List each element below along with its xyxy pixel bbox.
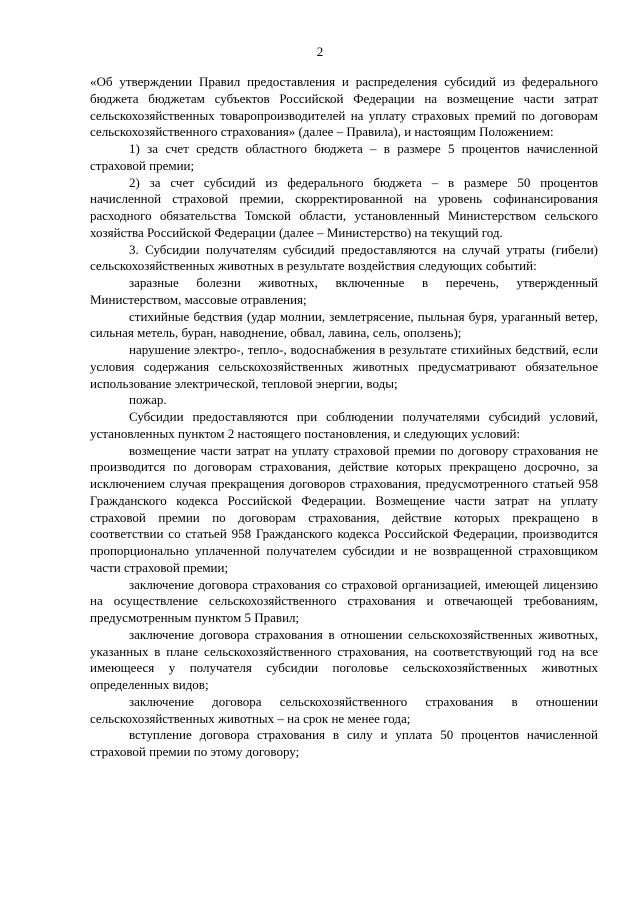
paragraph: заключение договора сельскохозяйственного страхования в отношении сельскохозяйственных животных – на срок не менее года; bbox=[90, 693, 598, 726]
document-body bbox=[90, 74, 598, 761]
paragraph: возмещение части затрат на уплату страховой премии по договору страхования не производится по договорам страхования, действие которых прекращено досрочно, за исключением случая прекращения договоров страхования, предусмотренного статьей 958 Гражданского кодекса Российской Федерации. Возмещение части затрат на уплату страховой премии по договорам страхования, действие которых прекращено в соответствии со статьей 958 Гражданского кодекса Российской Федерации, производится пропорционально уплаченной получателем субсидии и не возвращенной страховщиком части страховой премии; bbox=[90, 442, 598, 575]
paragraph: пожар. bbox=[129, 392, 167, 408]
paragraph: 3. Субсидии получателям субсидий предоставляются на случай утраты (гибели) сельскохозяйственных животных в результате воздействия следующих событий: bbox=[90, 241, 598, 274]
paragraph: «Об утверждении Правил предоставления и распределения субсидий из федерального бюджета бюджетам субъектов Российской Федерации на возмещение части затрат сельскохозяйственных товаропроизводителей на уплату страховых премий по договорам сельскохозяйственного страхования» (далее – Правила), и настоящим Положением: bbox=[90, 74, 598, 140]
paragraph: заключение договора страхования в отношении сельскохозяйственных животных, указанных в плане сельскохозяйственного страхования, на соответствующий год на все имеющееся у получателя субсидии поголовье сельскохозяйственных животных определенных видов; bbox=[90, 626, 598, 692]
paragraph: нарушение электро-, тепло-, водоснабжения в результате стихийных бедствий, если условия содержания сельскохозяйственных животных предусматривают обязательное использование электрической, тепловой энергии, воды; bbox=[90, 342, 598, 391]
paragraph: заключение договора страхования со страховой организацией, имеющей лицензию на осуществление сельскохозяйственного страхования и отвечающей требованиям, предусмотренным пунктом 5 Правил; bbox=[90, 576, 598, 625]
paragraph: 1) за счет средств областного бюджета – в размере 5 процентов начисленной страховой премии; bbox=[90, 141, 598, 173]
paragraph: 2) за счет субсидий из федерального бюджета – в размере 50 процентов начисленной страховой премии, скорректированной на уровень софинансирования расходного обязательства Томской области, установленный Министерством сельского хозяйства Российской Федерации (далее – Министерство) на текущий год. bbox=[90, 174, 598, 240]
paragraph: вступление договора страхования в силу и уплата 50 процентов начисленной страховой премии по этому договору; bbox=[90, 727, 598, 759]
page-number: 2 bbox=[316, 44, 324, 59]
paragraph: стихийные бедствия (удар молнии, землетрясение, пыльная буря, ураганный ветер, сильная метель, буран, наводнение, обвал, лавина, сель, оползень); bbox=[90, 308, 598, 341]
paragraph: заразные болезни животных, включенные в перечень, утвержденный Министерством, массовые отравления; bbox=[90, 275, 598, 307]
paragraph: Субсидии предоставляются при соблюдении получателями субсидий условий, установленных пунктом 2 настоящего постановления, и следующих условий: bbox=[90, 409, 598, 441]
